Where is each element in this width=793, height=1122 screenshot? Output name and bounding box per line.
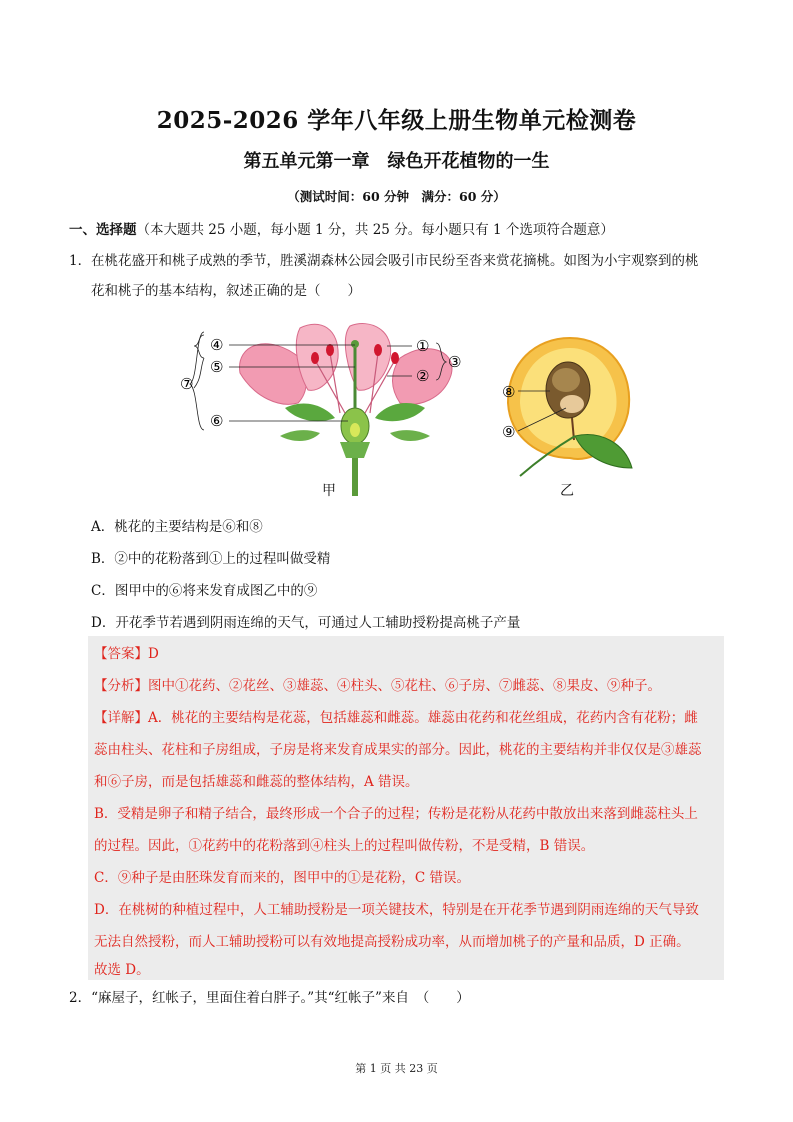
- analysis-text: 图中①花药、②花丝、③雄蕊、④柱头、⑤花柱、⑥子房、⑦雌蕊、⑧果皮、⑨种子。: [148, 678, 661, 694]
- figure-label-jia: 甲: [322, 483, 336, 499]
- detail-line-1: [94, 702, 722, 734]
- question-number: 1．: [69, 253, 92, 269]
- page-title: 2025-2026 学年八年级上册生物单元检测卷: [156, 107, 637, 134]
- label-6: ⑥: [210, 412, 224, 430]
- label-7: ⑦: [180, 375, 194, 393]
- label-1: ①: [416, 337, 430, 355]
- page-footer: 第 1 页 共 23 页: [355, 1062, 438, 1075]
- detail-tag: 【详解】: [94, 710, 148, 726]
- label-5: ⑤: [210, 358, 224, 376]
- question-2-text: “麻屋子，红帐子，里面住着白胖子。”其“红帐子”来自 （ ）: [91, 990, 470, 1006]
- answer-tag: 【答案】: [94, 646, 148, 662]
- detail-line-8: 无法自然授粉，而人工辅助授粉可以有效地提高授粉成功率，从而增加桃子的产量和品质，D 正确。: [94, 934, 690, 950]
- detail-text-1: A．桃花的主要结构是花蕊，包括雄蕊和雌蕊。雄蕊由花药和花丝组成，花药内含有花粉；雌: [148, 710, 698, 726]
- exam-meta: （测试时间：60 分钟 满分：60 分）: [287, 189, 506, 204]
- flower-fruit-figure: [180, 318, 650, 498]
- question-1: [69, 246, 729, 306]
- analysis-line: [94, 670, 722, 702]
- detail-line-3: 和⑥子房，而是包括雄蕊和雌蕊的整体结构，A 错误。: [94, 774, 419, 790]
- question-text-line-1: 在桃花盛开和桃子成熟的季节，胜溪湖森林公园会吸引市民纷至沓来赏花摘桃。如图为小宇观察到的桃: [91, 253, 699, 269]
- question-2: [69, 986, 470, 1006]
- detail-line-7: D．在桃树的种植过程中，人工辅助授粉是一项关键技术，特别是在开花季节遇到阴雨连绵的天气导致: [94, 902, 699, 918]
- detail-line-2: 蕊由柱头、花柱和子房组成，子房是将来发育成果实的部分。因此，桃花的主要结构并非仅仅是③雄蕊: [94, 742, 702, 758]
- peach-fruit-illustration: [508, 338, 632, 476]
- option-b[interactable]: B．②中的花粉落到①上的过程叫做受精: [91, 551, 331, 567]
- detail-line-5: 的过程。因此，①花药中的花粉落到④柱头上的过程叫做传粉，不是受精，B 错误。: [94, 838, 595, 854]
- option-a[interactable]: A．桃花的主要结构是⑥和⑧: [91, 519, 263, 535]
- page-subtitle: 第五单元第一章 绿色开花植物的一生: [243, 151, 550, 172]
- detail-line-9: 故选 D。: [94, 962, 150, 978]
- label-4: ④: [210, 336, 224, 354]
- section-title: 一、选择题: [69, 222, 137, 238]
- option-d[interactable]: D．开花季节若遇到阴雨连绵的天气，可通过人工辅助授粉提高桃子产量: [91, 615, 521, 631]
- detail-line-6: C．⑨种子是由胚珠发育而来的，图甲中的①是花粉，C 错误。: [94, 870, 470, 886]
- label-2: ②: [416, 367, 430, 385]
- answer-line: [94, 638, 722, 670]
- option-c[interactable]: C．图甲中的⑥将来发育成图乙中的⑨: [91, 583, 318, 599]
- label-9: ⑨: [502, 423, 516, 441]
- analysis-tag: 【分析】: [94, 678, 148, 694]
- detail-line-4: B．受精是卵子和精子结合，最终形成一个合子的过程；传粉是花粉从花药中散放出来落到雌蕊柱头上: [94, 806, 698, 822]
- section-note: （本大题共 25 小题，每小题 1 分，共 25 分。每小题只有 1 个选项符合题意）: [136, 222, 614, 238]
- label-8: ⑧: [502, 383, 516, 401]
- label-3: ③: [448, 353, 462, 371]
- answer-value: D: [148, 646, 159, 662]
- figure-label-yi: 乙: [560, 483, 574, 499]
- question-2-number: 2．: [69, 990, 92, 1006]
- question-text-line-2: 花和桃子的基本结构，叙述正确的是（ ）: [91, 283, 361, 299]
- section-heading: [69, 218, 614, 238]
- answer-options: [91, 516, 520, 644]
